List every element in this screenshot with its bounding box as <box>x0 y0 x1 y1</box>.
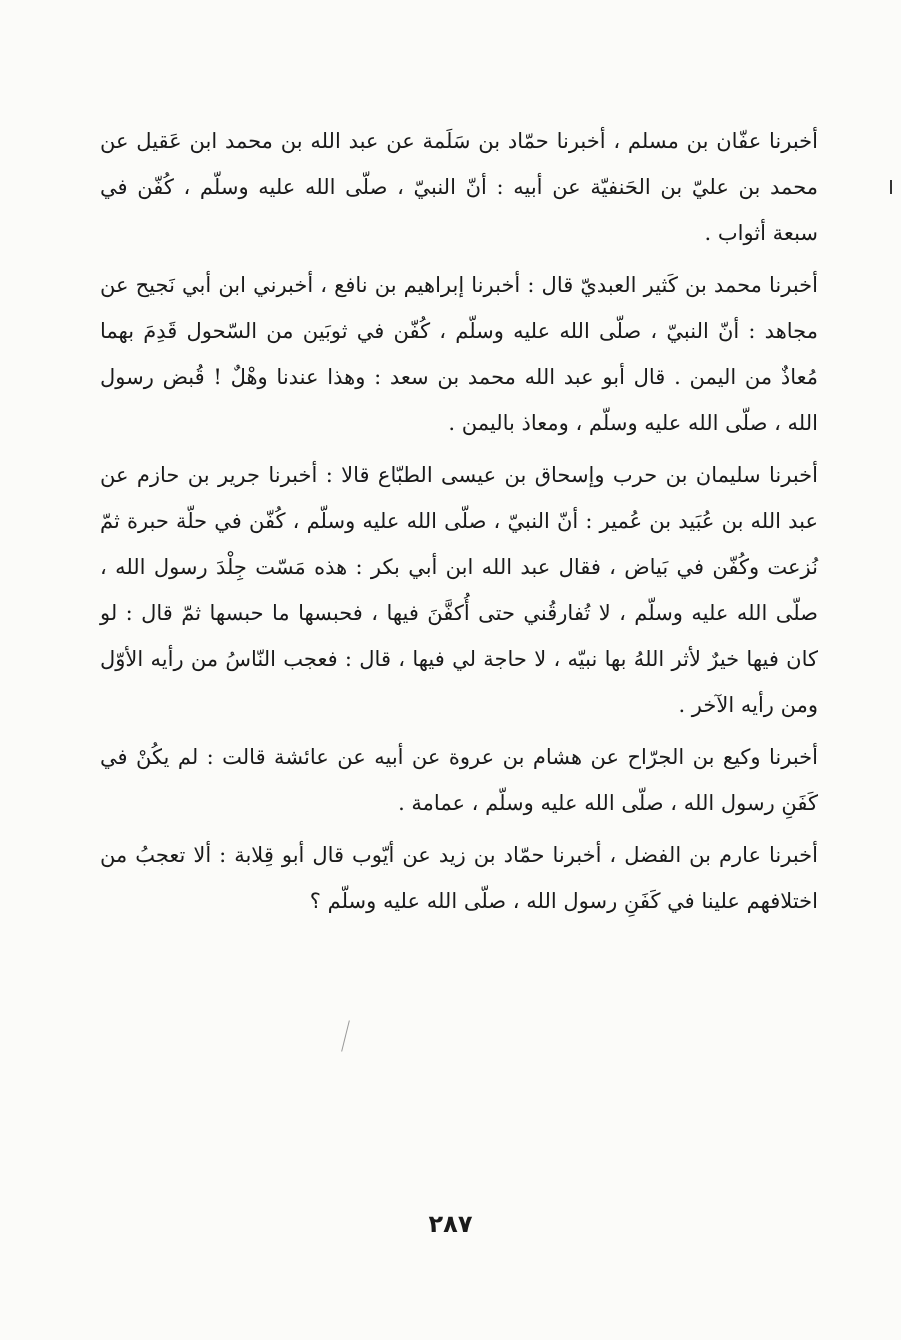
paragraph-2: أخبرنا محمد بن كَثير العبديّ قال : أخبرنا إبراهيم بن نافع ، أخبرني ابن أبي نَجيح عن مجاهد : أنّ النبيّ ، صلّى الله عليه وسلّم ، كُفّن في ثوبَين من السّحول قَدِمَ بهما مُعاذٌ من اليمن . قال أبو عبد الله محمد بن سعد : وهذا عندنا وهْلٌ ! قُبض رسول الله ، صلّى الله عليه وسلّم ، ومعاذ باليمن . <box>100 273 818 435</box>
main-text <box>100 118 818 930</box>
paragraph-4: أخبرنا وكيع بن الجرّاح عن هشام بن عروة عن أبيه عن عائشة قالت : لم يكُنْ في كَفَنِ رسول الله ، صلّى الله عليه وسلّم ، عمامة . <box>100 745 818 815</box>
paragraph-3: أخبرنا سليمان بن حرب وإسحاق بن عيسى الطبّاع قالا : أخبرنا جرير بن حازم عن عبد الله بن عُبَيد بن عُمير : أنّ النبيّ ، صلّى الله عليه وسلّم ، كُفّن في حلّة حبرة ثمّ نُزعت وكُفّن في بَياض ، فقال عبد الله ابن أبي بكر : هذه مَسّت جِلْدَ رسول الله ، صلّى الله عليه وسلّم ، لا تُفارقُني حتى أُكفَّنَ فيها ، فحبسها ما حبسها ثمّ قال : لو كان فيها خيرٌ لأثر اللهُ بها نبيّه ، لا حاجة لي فيها ، قال : فعجب النّاسُ من رأيه الأوّل ومن رأيه الآخر . <box>100 463 818 717</box>
paragraph-1: أخبرنا عفّان بن مسلم ، أخبرنا حمّاد بن سَلَمة عن عبد الله بن محمد ابن عَقيل عن محمد بن عليّ بن الحَنفيّة عن أبيه : أنّ النبيّ ، صلّى الله عليه وسلّم ، كُفّن في سبعة أثواب . <box>100 129 818 245</box>
paragraph-5: أخبرنا عارم بن الفضل ، أخبرنا حمّاد بن زيد عن أيّوب قال أبو قِلابة : ألا تعجبُ من اختلافهم علينا في كَفَنِ رسول الله ، صلّى الله عليه وسلّم ؟ <box>100 843 818 913</box>
stray-pen-mark <box>341 1020 350 1051</box>
page-number: ٢٨٧ <box>428 1210 473 1238</box>
margin-mark <box>890 180 892 194</box>
